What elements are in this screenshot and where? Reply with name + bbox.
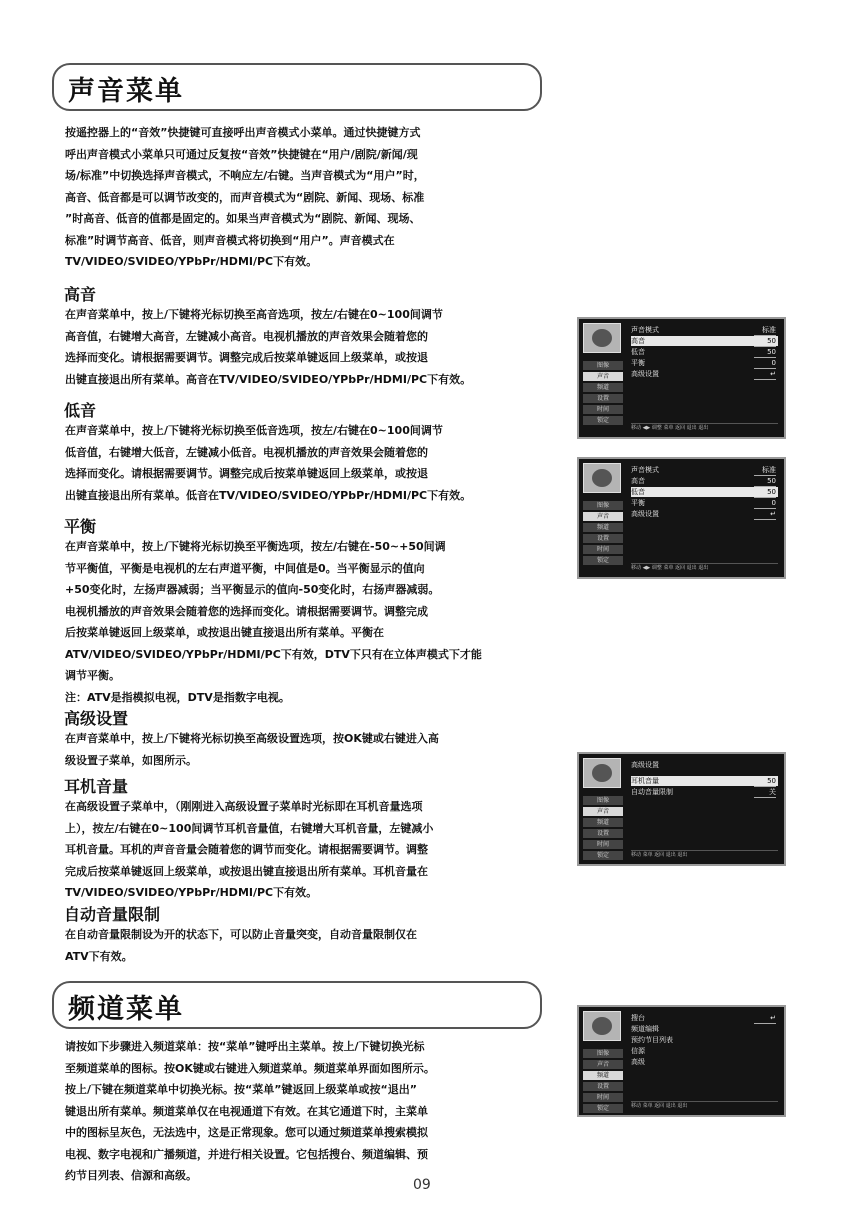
osd-menu-row[interactable]: [631, 1035, 778, 1045]
tv-picture-icon: [583, 323, 621, 353]
osd-menu-row[interactable]: [631, 498, 778, 508]
channel-menu-title: 频道菜单: [68, 994, 184, 1025]
osd-tab[interactable]: 设置: [583, 394, 623, 403]
balance-heading: 平衡: [64, 517, 97, 536]
osd-tab[interactable]: 设置: [583, 1082, 623, 1091]
osd-menu-row[interactable]: [631, 487, 778, 497]
osd-tab[interactable]: 图像: [583, 796, 623, 805]
osd-rows: [631, 325, 778, 380]
osd-tab[interactable]: 锁定: [583, 1104, 623, 1113]
osd-tab[interactable]: 时间: [583, 840, 623, 849]
osd-tab[interactable]: 频道: [583, 523, 623, 532]
osd-rows: [631, 465, 778, 520]
speaker-shape: [592, 329, 612, 347]
advanced-heading: 高级设置: [64, 709, 129, 728]
osd-tab[interactable]: 设置: [583, 534, 623, 543]
osd-tab-list: [583, 796, 623, 862]
osd-row-value: 标准: [754, 465, 776, 476]
osd-menu-row[interactable]: [631, 358, 778, 368]
osd-hint-bar: 移动 菜单 返回 退出 退出: [631, 850, 778, 859]
tv-picture-icon: [583, 1011, 621, 1041]
osd-row-label: 声音模式: [631, 466, 659, 474]
sound-menu-intro: 按遥控器上的“音效”快捷键可直接呼出声音模式小菜单。通过快捷键方式 呼出声音模式小菜单只可通过反复按“音效”快捷键在“用户/剧院/新闻/现 场/标准”中切换选择声音模式，不响应左/右键。当声音模式为“用户”时， 高音、低音都是可以调节改变的，而声音模式为“剧院、新闻、现场、标准 ”时高音、低音的值都是固定的。如果当声音模式为“剧院、新闻、现场、 标准”时调节高音、低音，则声音模式将切换到“用户”。声音模式在 TV/VIDEO/SVIDEO/YPbPr/HDMI/PC下有效。: [65, 126, 425, 268]
osd-row-label: 预约节目列表: [631, 1036, 673, 1044]
bass-heading: 低音: [64, 401, 97, 420]
osd-rows: [631, 760, 778, 798]
osd-tab[interactable]: 时间: [583, 545, 623, 554]
osd-row-value: ↵: [754, 369, 776, 380]
speaker-shape: [592, 764, 612, 782]
sound-menu-title: 声音菜单: [68, 76, 184, 107]
channel-menu-text: 请按如下步骤进入频道菜单：按“菜单”键呼出主菜单。按上/下键切换光标 至频道菜单的图标。按OK键或右键进入频道菜单。频道菜单界面如图所示。 按上/下键在频道菜单中切换光标。按“菜单”键返回上级菜单或按“退出” 键退出所有菜单。频道菜单仅在电视通道下有效。在其它通道下时，主菜单 中的图标呈灰色，无法选中，这是正常现象。您可以通过频道菜单搜索模拟 电视、数字电视和广播频道，并进行相关设置。它包括搜台、频道编辑、预 约节目列表、信源和高级。: [65, 1040, 435, 1182]
osd-menu-row[interactable]: [631, 1024, 778, 1034]
headphone-heading: 耳机音量: [64, 777, 129, 796]
osd-menu-row[interactable]: [631, 1013, 778, 1023]
osd-row-value: 50: [754, 347, 776, 358]
osd-menu-row[interactable]: [631, 369, 778, 379]
treble-text: 在声音菜单中，按上/下键将光标切换至高音选项，按左/右键在0~100间调节 高音值，右键增大高音，左键减小高音。电视机播放的声音效果会随着您的 选择而变化。请根据需要调节。调整完成后按菜单键返回上级菜单，或按退 出键直接退出所有菜单。高音在TV/VIDEO/SVIDEO/YPbPr/HDMI/PC下有效。: [65, 308, 472, 386]
osd-tab-list: [583, 501, 623, 567]
osd-row-value: 50: [754, 776, 776, 787]
osd-tab-list: [583, 361, 623, 427]
page-number: 09: [413, 1177, 431, 1193]
osd-sound-bass: [577, 457, 786, 579]
osd-row-label: 高音: [631, 337, 645, 345]
osd-menu-row[interactable]: [631, 1057, 778, 1067]
osd-sound-advanced: [577, 752, 786, 866]
osd-menu-row[interactable]: [631, 336, 778, 346]
osd-row-label: 高级设置: [631, 510, 659, 518]
osd-row-label: 耳机音量: [631, 777, 659, 785]
osd-menu-row[interactable]: [631, 465, 778, 475]
osd-row-value: ↵: [754, 1013, 776, 1024]
osd-tab[interactable]: 锁定: [583, 416, 623, 425]
osd-menu-row[interactable]: [631, 776, 778, 786]
osd-tab-list: [583, 1049, 623, 1115]
osd-menu-row[interactable]: [631, 347, 778, 357]
osd-row-label: 自动音量限制: [631, 788, 673, 796]
osd-tab[interactable]: 锁定: [583, 851, 623, 860]
osd-row-label: 低音: [631, 348, 645, 356]
osd-tab[interactable]: 图像: [583, 501, 623, 510]
osd-submenu-heading: 高级设置: [631, 761, 659, 769]
osd-tab[interactable]: 频道: [583, 383, 623, 392]
speaker-shape: [592, 1017, 612, 1035]
osd-hint-bar: 移动 ◀▶ 调整 菜单 返回 退出 退出: [631, 563, 778, 572]
treble-heading: 高音: [64, 285, 97, 304]
osd-tab[interactable]: 声音: [583, 1060, 623, 1069]
sound-menu-title-box: [52, 63, 542, 111]
osd-row-value: 0: [754, 498, 776, 509]
osd-row-value: 0: [754, 358, 776, 369]
osd-tab[interactable]: 锁定: [583, 556, 623, 565]
osd-row-label: 平衡: [631, 499, 645, 507]
osd-tab[interactable]: 频道: [583, 818, 623, 827]
tv-picture-icon: [583, 463, 621, 493]
osd-tab[interactable]: 时间: [583, 405, 623, 414]
osd-row-label: 高级: [631, 1058, 645, 1066]
osd-row-label: 搜台: [631, 1014, 645, 1022]
osd-channel-menu: [577, 1005, 786, 1117]
osd-menu-row[interactable]: [631, 787, 778, 797]
osd-tab[interactable]: 声音: [583, 512, 623, 521]
osd-row-value: 标准: [754, 325, 776, 336]
osd-tab[interactable]: 图像: [583, 1049, 623, 1058]
osd-row-value: 50: [754, 487, 776, 498]
tv-picture-icon: [583, 758, 621, 788]
advanced-text: 在声音菜单中，按上/下键将光标切换至高级设置选项，按OK键或右键进入高 级设置子菜单，如图所示。: [65, 732, 439, 767]
osd-hint-bar: 移动 ◀▶ 调整 菜单 返回 退出 退出: [631, 423, 778, 432]
osd-row-value: 关: [754, 787, 776, 798]
osd-tab[interactable]: 频道: [583, 1071, 623, 1080]
osd-tab[interactable]: 声音: [583, 372, 623, 381]
avl-heading: 自动音量限制: [64, 905, 161, 924]
osd-row-value: 50: [754, 336, 776, 347]
osd-rows: [631, 1013, 778, 1068]
speaker-shape: [592, 469, 612, 487]
osd-row-value: 50: [754, 476, 776, 487]
osd-row-label: 信源: [631, 1047, 645, 1055]
headphone-text: 在高级设置子菜单中，（刚刚进入高级设置子菜单时光标即在耳机音量选项 上），按左/右键在0~100间调节耳机音量值，右键增大耳机音量，左键减小 耳机音量。耳机的声音音量会随着您的调节而变化。请根据需要调节。调整 完成后按菜单键返回上级菜单，或按退出键直接退出所有菜单。耳机音量在 TV/VIDEO/SVIDEO/YPbPr/HDMI/PC下有效。: [65, 800, 434, 899]
osd-row-label: 平衡: [631, 359, 645, 367]
osd-tab[interactable]: 图像: [583, 361, 623, 370]
osd-row-label: 频道编辑: [631, 1025, 659, 1033]
osd-menu-row[interactable]: [631, 325, 778, 335]
balance-text: 在声音菜单中，按上/下键将光标切换至平衡选项，按左/右键在-50~+50间调 节平衡值，平衡是电视机的左右声道平衡，中间值是0。当平衡显示的值向 +50变化时，左扬声器减弱；当平衡显示的值向-50变化时，右扬声器减弱。 电视机播放的声音效果会随着您的选择而变化。请根据需要调节。调整完成 后按菜单键返回上级菜单，或按退出键直接退出所有菜单。平衡在 ATV/VIDEO/SVIDEO/YPbPr/HDMI/PC下有效，DTV下只有在立体声模式下才能 调节平衡。 注：ATV是指模拟电视，DTV是指数字电视。: [65, 540, 482, 704]
osd-menu-row[interactable]: [631, 476, 778, 486]
osd-row-label: 低音: [631, 488, 645, 496]
osd-menu-row[interactable]: [631, 1046, 778, 1056]
bass-text: 在声音菜单中，按上/下键将光标切换至低音选项，按左/右键在0~100间调节 低音值，右键增大低音，左键减小低音。电视机播放的声音效果会随着您的 选择而变化。请根据需要调节。调整完成后按菜单键返回上级菜单，或按退 出键直接退出所有菜单。低音在TV/VIDEO/SVIDEO/YPbPr/HDMI/PC下有效。: [65, 424, 472, 502]
osd-tab[interactable]: 时间: [583, 1093, 623, 1102]
osd-menu-row[interactable]: [631, 509, 778, 519]
avl-text: 在自动音量限制设为开的状态下，可以防止音量突变，自动音量限制仅在 ATV下有效。: [65, 928, 417, 963]
osd-tab[interactable]: 声音: [583, 807, 623, 816]
osd-row-label: 高级设置: [631, 370, 659, 378]
osd-tab[interactable]: 设置: [583, 829, 623, 838]
osd-row-label: 声音模式: [631, 326, 659, 334]
osd-row-label: 高音: [631, 477, 645, 485]
osd-hint-bar: 移动 菜单 返回 退出 退出: [631, 1101, 778, 1110]
osd-sound-treble: [577, 317, 786, 439]
channel-menu-title-box: [52, 981, 542, 1029]
osd-row-value: ↵: [754, 509, 776, 520]
